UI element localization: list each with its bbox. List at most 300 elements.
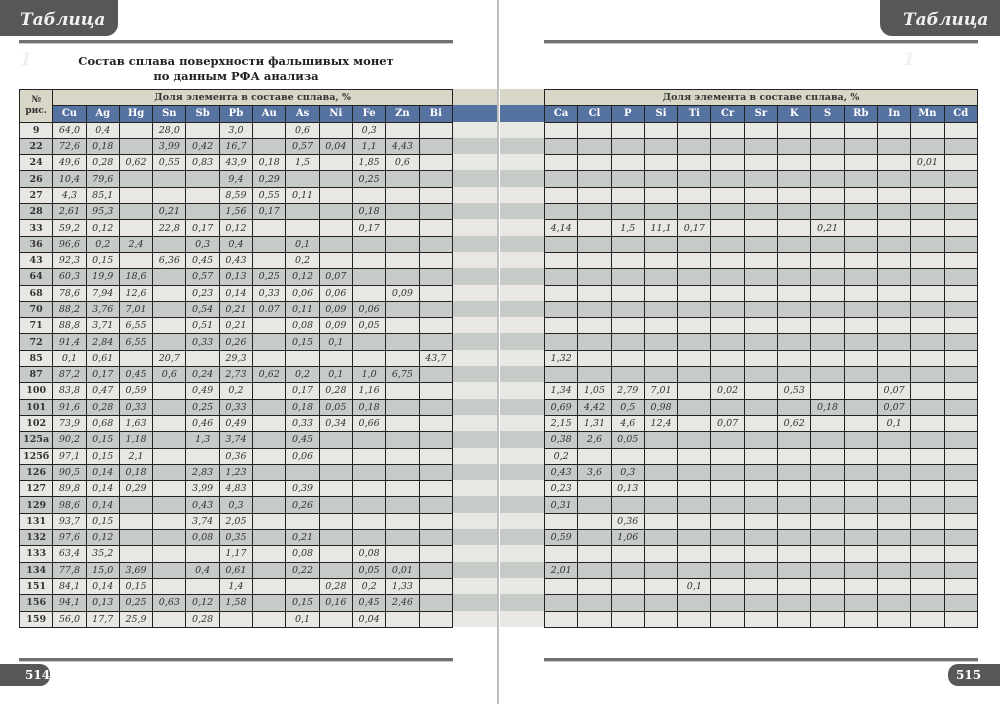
gutter-row-fill [500, 611, 544, 627]
cell-in [877, 350, 910, 366]
cell-sn: 0,55 [153, 155, 186, 171]
cell-ti [678, 318, 711, 334]
cell-p [611, 578, 644, 594]
row-figure-number: 102 [20, 415, 53, 431]
cell-k [778, 204, 811, 220]
cell-sr [744, 350, 777, 366]
cell-p [611, 367, 644, 383]
cell-k [778, 546, 811, 562]
gutter-row-fill [500, 513, 544, 529]
cell-pb: 0,33 [219, 399, 252, 415]
cell-s [811, 269, 844, 285]
cell-sb: 0,42 [186, 138, 219, 154]
cell-ni: 0,07 [319, 269, 352, 285]
cell-fe: 0,05 [352, 318, 385, 334]
cell-s [811, 318, 844, 334]
cell-fe: 0,45 [352, 595, 385, 611]
cell-mn [911, 415, 944, 431]
cell-cl [578, 562, 611, 578]
cell-fe: 0,08 [352, 546, 385, 562]
cell-cr [711, 497, 744, 513]
cell-mn [911, 138, 944, 154]
table-row [545, 204, 978, 220]
cell-si [644, 578, 677, 594]
table-row [545, 350, 978, 366]
cell-sn [153, 236, 186, 252]
cell-sb: 2,83 [186, 464, 219, 480]
cell-bi [419, 530, 452, 546]
cell-as [286, 513, 319, 529]
cell-p [611, 171, 644, 187]
cell-as: 0,39 [286, 481, 319, 497]
cell-p: 0,5 [611, 399, 644, 415]
cell-sn [153, 318, 186, 334]
cell-bi [419, 269, 452, 285]
cell-k [778, 122, 811, 138]
cell-rb [844, 448, 877, 464]
cell-si [644, 187, 677, 203]
cell-in [877, 578, 910, 594]
cell-mn [911, 383, 944, 399]
table-row [20, 497, 453, 513]
cell-p [611, 269, 644, 285]
cell-ni [319, 350, 352, 366]
cell-ag: 79,6 [86, 171, 119, 187]
cell-mn [911, 252, 944, 268]
cell-sn [153, 383, 186, 399]
cell-ca: 0,23 [545, 481, 578, 497]
table-row [545, 415, 978, 431]
table-row [20, 432, 453, 448]
table-row [545, 138, 978, 154]
cell-fe: 1,16 [352, 383, 385, 399]
cell-fe [352, 464, 385, 480]
cell-p [611, 611, 644, 627]
cell-si [644, 448, 677, 464]
cell-ni [319, 220, 352, 236]
table-row [20, 334, 453, 350]
cell-zn [386, 481, 419, 497]
cell-in [877, 562, 910, 578]
cell-ag: 3,76 [86, 301, 119, 317]
gutter-row-fill [500, 154, 544, 170]
cell-ca [545, 611, 578, 627]
cell-cr [711, 236, 744, 252]
cell-fe [352, 448, 385, 464]
cell-in [877, 464, 910, 480]
cell-si [644, 367, 677, 383]
cell-ti [678, 122, 711, 138]
cell-ca: 0,43 [545, 464, 578, 480]
cell-hg: 1,18 [119, 432, 152, 448]
cell-bi [419, 546, 452, 562]
cell-pb: 9,4 [219, 171, 252, 187]
cell-sb [186, 448, 219, 464]
cell-cu: 56,0 [53, 611, 86, 627]
cell-ca [545, 513, 578, 529]
cell-k [778, 611, 811, 627]
cell-rb [844, 497, 877, 513]
element-header-s: S [811, 106, 844, 122]
cell-bi [419, 171, 452, 187]
cell-fe: 0,17 [352, 220, 385, 236]
cell-fe: 0,06 [352, 301, 385, 317]
gutter-row-fill [453, 138, 498, 154]
cell-ca [545, 252, 578, 268]
caption-line-2: по данным РФА анализа [153, 69, 319, 83]
gutter-row-fill [500, 399, 544, 415]
cell-ag: 35,2 [86, 546, 119, 562]
cell-pb: 3,0 [219, 122, 252, 138]
cell-k [778, 187, 811, 203]
cell-p [611, 187, 644, 203]
gutter-row-fill [500, 285, 544, 301]
cell-sr [744, 513, 777, 529]
cell-bi [419, 236, 452, 252]
cell-cd [944, 497, 977, 513]
cell-cl [578, 301, 611, 317]
cell-cu: 59,2 [53, 220, 86, 236]
cell-cl [578, 481, 611, 497]
gutter-row-fill [500, 138, 544, 154]
table-row [20, 562, 453, 578]
cell-sb: 0,43 [186, 497, 219, 513]
row-figure-number: 125а [20, 432, 53, 448]
gutter-row-fill [500, 529, 544, 545]
cell-ca: 2,01 [545, 562, 578, 578]
bottom-rule [19, 658, 453, 662]
cell-p: 4,6 [611, 415, 644, 431]
table-row [545, 432, 978, 448]
page-number: 515 [948, 664, 1000, 686]
cell-au [253, 318, 286, 334]
cell-cd [944, 269, 977, 285]
cell-ti [678, 595, 711, 611]
cell-mn [911, 367, 944, 383]
cell-rb [844, 513, 877, 529]
cell-in [877, 546, 910, 562]
cell-cu: 91,6 [53, 399, 86, 415]
cell-au [253, 138, 286, 154]
cell-p: 0,36 [611, 513, 644, 529]
cell-pb: 1,56 [219, 204, 252, 220]
row-figure-number: 151 [20, 578, 53, 594]
cell-cd [944, 171, 977, 187]
gutter-header-fill [453, 105, 498, 121]
cell-ag: 0,28 [86, 399, 119, 415]
gutter-row-fill [453, 382, 498, 398]
cell-ca [545, 318, 578, 334]
cell-ni [319, 530, 352, 546]
cell-sb [186, 546, 219, 562]
cell-au [253, 399, 286, 415]
cell-cu: 10,4 [53, 171, 86, 187]
table-row [545, 269, 978, 285]
cell-ag: 15,0 [86, 562, 119, 578]
cell-cl [578, 497, 611, 513]
cell-cu: 90,5 [53, 464, 86, 480]
cell-pb: 0,3 [219, 497, 252, 513]
table-row [545, 155, 978, 171]
cell-cr [711, 220, 744, 236]
cell-au [253, 448, 286, 464]
cell-sr [744, 318, 777, 334]
cell-sr [744, 530, 777, 546]
cell-ti [678, 285, 711, 301]
cell-cr [711, 464, 744, 480]
cell-in [877, 220, 910, 236]
cell-sn: 3,99 [153, 138, 186, 154]
gutter-row-fill [453, 399, 498, 415]
gutter-row-fill [453, 170, 498, 186]
cell-in [877, 187, 910, 203]
gutter-row-fill [453, 529, 498, 545]
cell-sr [744, 269, 777, 285]
cell-p [611, 301, 644, 317]
cell-sb: 0,3 [186, 236, 219, 252]
gutter-row-fill [453, 415, 498, 431]
cell-zn [386, 530, 419, 546]
cell-sr [744, 236, 777, 252]
table-row [545, 611, 978, 627]
cell-au [253, 595, 286, 611]
table-row [20, 611, 453, 627]
cell-cd [944, 530, 977, 546]
cell-in [877, 448, 910, 464]
cell-fe [352, 350, 385, 366]
element-header-ca: Ca [545, 106, 578, 122]
cell-k: 0,53 [778, 383, 811, 399]
element-header-p: P [611, 106, 644, 122]
cell-zn [386, 122, 419, 138]
cell-k [778, 513, 811, 529]
table-row [20, 481, 453, 497]
gutter-fill [453, 89, 498, 627]
cell-cd [944, 448, 977, 464]
cell-hg [119, 530, 152, 546]
cell-cd [944, 236, 977, 252]
cell-cl [578, 334, 611, 350]
cell-cl [578, 448, 611, 464]
table-row [20, 513, 453, 529]
cell-cl [578, 285, 611, 301]
cell-rb [844, 301, 877, 317]
cell-si [644, 497, 677, 513]
gutter-row-fill [500, 317, 544, 333]
cell-pb: 0,13 [219, 269, 252, 285]
cell-ti [678, 530, 711, 546]
cell-in [877, 269, 910, 285]
cell-ag: 95,3 [86, 204, 119, 220]
cell-bi [419, 318, 452, 334]
cell-p [611, 122, 644, 138]
table-row [20, 220, 453, 236]
gutter-row-fill [500, 545, 544, 561]
cell-bi [419, 187, 452, 203]
gutter-row-fill [453, 496, 498, 512]
cell-sb: 0,08 [186, 530, 219, 546]
cell-ca [545, 285, 578, 301]
cell-sr [744, 611, 777, 627]
cell-ni [319, 481, 352, 497]
cell-cu: 93,7 [53, 513, 86, 529]
cell-p: 0,05 [611, 432, 644, 448]
cell-cl [578, 367, 611, 383]
cell-in [877, 367, 910, 383]
cell-ca [545, 236, 578, 252]
cell-in [877, 138, 910, 154]
cell-ni [319, 546, 352, 562]
gutter-row-fill [500, 382, 544, 398]
cell-ti [678, 562, 711, 578]
cell-sb: 0,49 [186, 383, 219, 399]
cell-si [644, 285, 677, 301]
cell-ti [678, 301, 711, 317]
cell-ca: 2,15 [545, 415, 578, 431]
cell-pb: 3,74 [219, 432, 252, 448]
cell-as: 0,17 [286, 383, 319, 399]
table-row [20, 236, 453, 252]
cell-ca [545, 269, 578, 285]
table-row [20, 350, 453, 366]
cell-sn [153, 481, 186, 497]
cell-mn [911, 562, 944, 578]
page-number: 514 [0, 664, 50, 686]
cell-au: 0,33 [253, 285, 286, 301]
cell-si: 11,1 [644, 220, 677, 236]
cell-bi [419, 448, 452, 464]
cell-ti: 0,1 [678, 578, 711, 594]
cell-p [611, 448, 644, 464]
cell-pb: 0,21 [219, 301, 252, 317]
cell-au [253, 464, 286, 480]
cell-cu: 88,2 [53, 301, 86, 317]
row-figure-number: 9 [20, 122, 53, 138]
cell-ag: 7,94 [86, 285, 119, 301]
cell-cr [711, 155, 744, 171]
cell-mn [911, 546, 944, 562]
cell-zn [386, 171, 419, 187]
cell-s [811, 301, 844, 317]
cell-as: 0,18 [286, 399, 319, 415]
row-figure-number: 33 [20, 220, 53, 236]
cell-cu: 96,6 [53, 236, 86, 252]
gutter-row-fill [500, 366, 544, 382]
cell-rb [844, 562, 877, 578]
table-row [545, 578, 978, 594]
cell-sn [153, 432, 186, 448]
cell-cd [944, 595, 977, 611]
cell-ti [678, 432, 711, 448]
cell-as: 1,5 [286, 155, 319, 171]
cell-si [644, 236, 677, 252]
cell-as: 0,15 [286, 334, 319, 350]
cell-cr [711, 138, 744, 154]
cell-cl [578, 220, 611, 236]
cell-in [877, 513, 910, 529]
cell-sn [153, 301, 186, 317]
table-row [20, 252, 453, 268]
cell-hg [119, 546, 152, 562]
row-number-header-label: рис. [25, 105, 47, 116]
cell-cu: 97,1 [53, 448, 86, 464]
element-header-ti: Ti [678, 106, 711, 122]
cell-ca [545, 204, 578, 220]
cell-cd [944, 562, 977, 578]
cell-bi [419, 432, 452, 448]
cell-cl [578, 595, 611, 611]
cell-zn [386, 448, 419, 464]
cell-sr [744, 155, 777, 171]
cell-au [253, 252, 286, 268]
cell-si [644, 464, 677, 480]
element-header-hg: Hg [119, 106, 152, 122]
cell-fe: 1,1 [352, 138, 385, 154]
cell-ca: 0,59 [545, 530, 578, 546]
cell-rb [844, 546, 877, 562]
cell-ti [678, 171, 711, 187]
row-figure-number: 132 [20, 530, 53, 546]
cell-k [778, 236, 811, 252]
cell-ag: 0,68 [86, 415, 119, 431]
cell-sb: 0,83 [186, 155, 219, 171]
cell-as: 0,2 [286, 252, 319, 268]
cell-hg [119, 497, 152, 513]
cell-fe [352, 530, 385, 546]
gutter-row-fill [453, 268, 498, 284]
cell-sb: 0,33 [186, 334, 219, 350]
cell-zn [386, 464, 419, 480]
cell-mn [911, 204, 944, 220]
cell-ca: 0,38 [545, 432, 578, 448]
cell-ag: 0,12 [86, 530, 119, 546]
cell-cr [711, 171, 744, 187]
gutter-row-fill [453, 236, 498, 252]
cell-pb: 16,7 [219, 138, 252, 154]
gutter-row-fill [453, 154, 498, 170]
cell-k [778, 578, 811, 594]
cell-mn [911, 464, 944, 480]
cell-hg: 0,15 [119, 578, 152, 594]
cell-mn [911, 334, 944, 350]
cell-as: 0,11 [286, 301, 319, 317]
book-spine [497, 0, 499, 704]
cell-sn [153, 415, 186, 431]
cell-cd [944, 432, 977, 448]
cell-mn [911, 497, 944, 513]
cell-mn [911, 350, 944, 366]
cell-s [811, 334, 844, 350]
cell-hg: 18,6 [119, 269, 152, 285]
cell-cr [711, 350, 744, 366]
table-row [545, 301, 978, 317]
cell-bi [419, 611, 452, 627]
cell-k [778, 301, 811, 317]
gutter-row-fill [500, 496, 544, 512]
cell-cr [711, 448, 744, 464]
cell-cl [578, 187, 611, 203]
cell-ag: 0,17 [86, 367, 119, 383]
table-row [20, 530, 453, 546]
cell-zn [386, 383, 419, 399]
cell-in: 0,07 [877, 383, 910, 399]
cell-au [253, 497, 286, 513]
cell-ca [545, 301, 578, 317]
cell-as: 0,06 [286, 448, 319, 464]
element-header-bi: Bi [419, 106, 452, 122]
gutter-row-fill [500, 415, 544, 431]
element-header-mn: Mn [911, 106, 944, 122]
